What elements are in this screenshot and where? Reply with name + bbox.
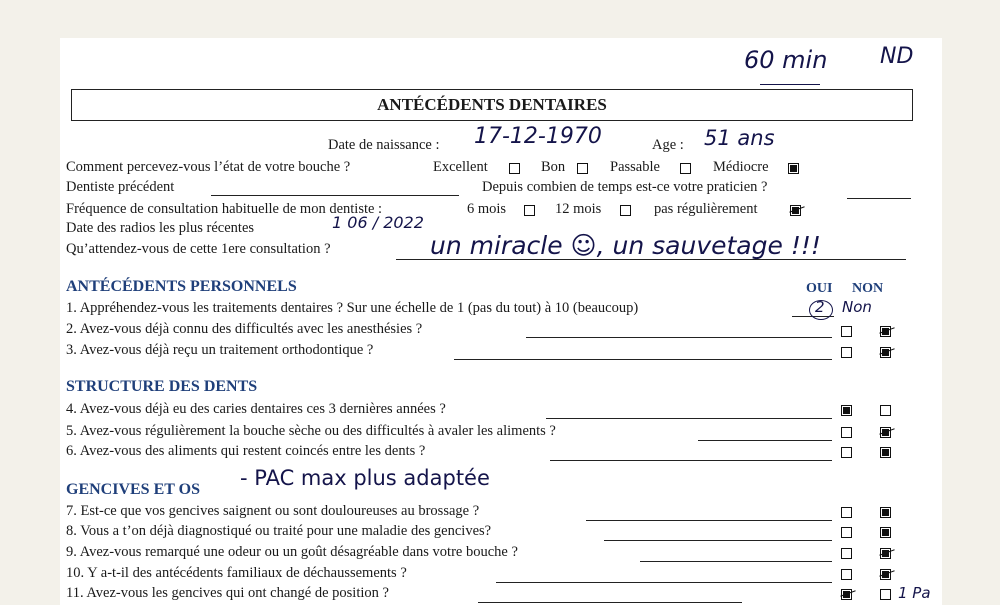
perception-mediocre-checkbox[interactable] — [788, 163, 799, 174]
question-10-no-checkbox[interactable] — [880, 569, 891, 580]
age-label: Age : — [652, 137, 684, 153]
since-when-line[interactable] — [847, 198, 911, 199]
perception-option-excellent: Excellent — [433, 159, 488, 175]
handwritten-scale-note: Non — [842, 298, 872, 316]
frequency-12-checkbox[interactable] — [620, 205, 631, 216]
question-5-no-checkbox[interactable] — [880, 427, 891, 438]
question-3-no-checkbox[interactable] — [880, 347, 891, 358]
question-4-line[interactable] — [546, 418, 832, 419]
radios-label: Date des radios les plus récentes — [66, 220, 255, 236]
frequency-label: Fréquence de consultation habituelle de mon dentiste : — [66, 201, 383, 217]
question-3-yes-checkbox[interactable] — [841, 347, 852, 358]
question-9-no-checkbox[interactable] — [880, 548, 891, 559]
question-7-yes-checkbox[interactable] — [841, 507, 852, 518]
question-8-yes-checkbox[interactable] — [841, 527, 852, 538]
question-2-yes-checkbox[interactable] — [841, 326, 852, 337]
column-yes: OUI — [806, 281, 833, 296]
handwritten-age: 51 ans — [704, 126, 775, 150]
question-11-line[interactable] — [478, 602, 742, 603]
question-1: 1. Appréhendez-vous les traitements dentaires ? Sur une échelle de 1 (pas du tout) à 10 (beaucoup) — [66, 300, 639, 316]
question-7-line[interactable] — [586, 520, 832, 521]
question-7-no-checkbox[interactable] — [880, 507, 891, 518]
perception-option-mediocre: Médiocre — [713, 159, 769, 175]
question-10-yes-checkbox[interactable] — [841, 569, 852, 580]
section-heading-gums: GENCIVES ET OS — [66, 481, 200, 498]
frequency-option-12: 12 mois — [555, 201, 602, 217]
duration-underline — [760, 84, 820, 85]
perception-bon-checkbox[interactable] — [577, 163, 588, 174]
question-5-line[interactable] — [698, 440, 832, 441]
question-10: 10. Y a-t-il des antécédents familiaux de déchaussements ? — [66, 565, 407, 581]
question-5-yes-checkbox[interactable] — [841, 427, 852, 438]
question-9-yes-checkbox[interactable] — [841, 548, 852, 559]
since-when-label: Depuis combien de temps est-ce votre praticien ? — [482, 179, 768, 195]
question-11-yes-checkbox[interactable] — [841, 589, 852, 600]
frequency-option-irregular: pas régulièrement — [654, 201, 758, 217]
question-3: 3. Avez-vous déjà reçu un traitement orthodontique ? — [66, 342, 374, 358]
birth-date-label: Date de naissance : — [328, 137, 440, 153]
expectation-label: Qu’attendez-vous de cette 1ere consultation ? — [66, 241, 331, 257]
perception-question: Comment percevez-vous l’état de votre bouche ? — [66, 159, 351, 175]
perception-passable-checkbox[interactable] — [680, 163, 691, 174]
previous-dentist-label: Dentiste précédent — [66, 179, 175, 195]
question-4-no-checkbox[interactable] — [880, 405, 891, 416]
page-title: ANTÉCÉDENTS DENTAIRES — [377, 95, 607, 114]
section-heading-personal: ANTÉCÉDENTS PERSONNELS — [66, 278, 297, 295]
handwritten-expectation: un miracle ☺, un sauvetage !!! — [430, 231, 821, 260]
section-heading-structure: STRUCTURE DES DENTS — [66, 378, 258, 395]
question-6-no-checkbox[interactable] — [880, 447, 891, 458]
question-8: 8. Vous a t’on déjà diagnostiqué ou traité pour une maladie des gencives? — [66, 523, 492, 539]
perception-excellent-checkbox[interactable] — [509, 163, 520, 174]
handwritten-scale-answer: 2 — [815, 298, 825, 316]
question-11-no-checkbox[interactable] — [880, 589, 891, 600]
question-4: 4. Avez-vous déjà eu des caries dentaires ces 3 dernières années ? — [66, 401, 446, 417]
question-2-line[interactable] — [526, 337, 832, 338]
handwritten-initials: ND — [880, 44, 914, 69]
question-9-line[interactable] — [640, 561, 832, 562]
perception-option-bon: Bon — [541, 159, 566, 175]
frequency-irregular-checkbox[interactable] — [790, 205, 801, 216]
question-6-line[interactable] — [550, 460, 832, 461]
handwritten-duration: 60 min — [744, 46, 828, 74]
perception-option-passable: Passable — [610, 159, 660, 175]
question-7: 7. Est-ce que vos gencives saignent ou sont douloureuses au brossage ? — [66, 503, 480, 519]
question-11: 11. Avez-vous les gencives qui ont changé de position ? — [66, 585, 389, 601]
question-2: 2. Avez-vous déjà connu des difficultés avec les anesthésies ? — [66, 321, 423, 337]
question-10-line[interactable] — [496, 582, 832, 583]
handwritten-radio-date: 1 06 / 2022 — [332, 213, 424, 232]
question-4-yes-checkbox[interactable] — [841, 405, 852, 416]
question-2-no-checkbox[interactable] — [880, 326, 891, 337]
question-3-line[interactable] — [454, 359, 832, 360]
questionnaire-page — [60, 38, 942, 605]
question-6-yes-checkbox[interactable] — [841, 447, 852, 458]
question-6: 6. Avez-vous des aliments qui restent coincés entre les dents ? — [66, 443, 426, 459]
question-8-no-checkbox[interactable] — [880, 527, 891, 538]
handwritten-gums-note: - PAC max plus adaptée — [240, 466, 490, 490]
frequency-option-6: 6 mois — [467, 201, 507, 217]
question-9: 9. Avez-vous remarqué une odeur ou un goût désagréable dans votre bouche ? — [66, 544, 518, 560]
question-8-line[interactable] — [604, 540, 832, 541]
column-no: NON — [852, 281, 884, 296]
title-box — [71, 89, 913, 121]
handwritten-q11-note: 1 Pa — [898, 584, 931, 602]
previous-dentist-line[interactable] — [211, 195, 459, 196]
frequency-6-checkbox[interactable] — [524, 205, 535, 216]
handwritten-birth-date: 17-12-1970 — [474, 124, 602, 149]
question-5: 5. Avez-vous régulièrement la bouche sèche ou des difficultés à avaler les aliments ? — [66, 423, 556, 439]
